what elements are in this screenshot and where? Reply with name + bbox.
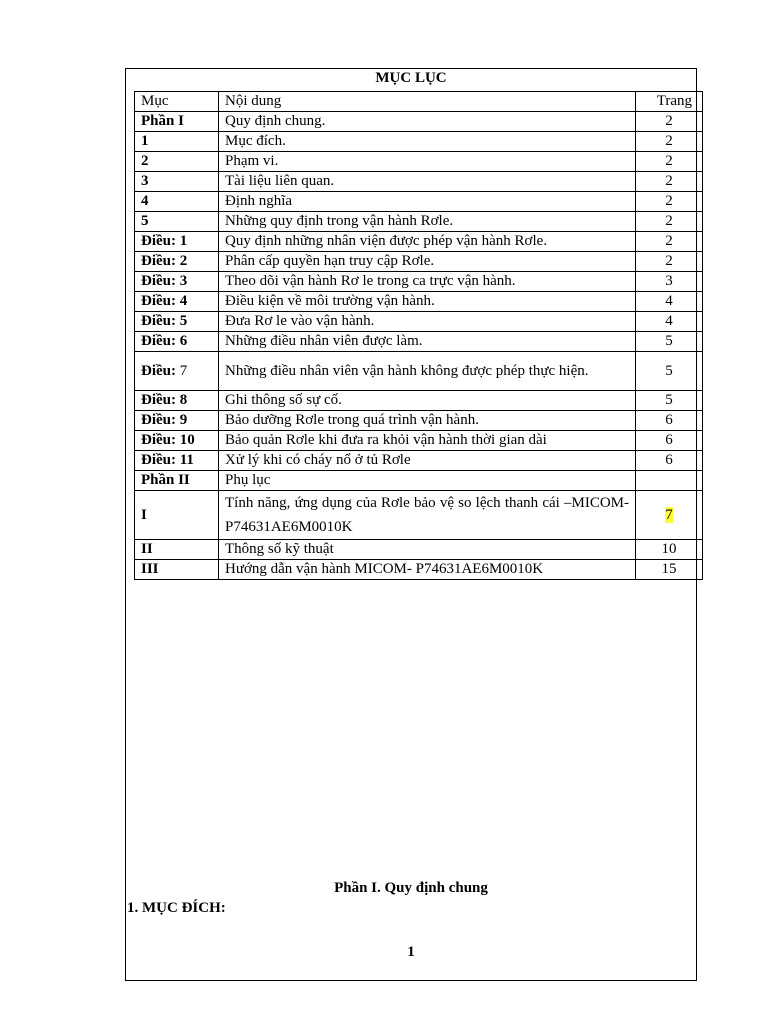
toc-item-number: 7 [179,362,188,379]
toc-content: Ghi thông số sự cố. [219,391,636,411]
toc-row [135,332,703,352]
toc-page: 2 [636,132,703,152]
toc-page: 2 [636,212,703,232]
toc-content: Thông số kỹ thuật [219,540,636,560]
toc-row [135,192,703,212]
toc-content: Bảo dưỡng Rơle trong quá trình vận hành. [219,411,636,431]
toc-item: III [135,560,219,580]
toc-content: Những điều nhân viên được làm. [219,332,636,352]
toc-item: 1 [135,132,219,152]
toc-row [135,152,703,172]
toc-page: 5 [636,391,703,411]
toc-content: Tính năng, ứng dụng của Rơle bảo vệ so lệch thanh cái –MICOM- P74631AE6M0010K [219,491,636,540]
toc-row [135,431,703,451]
header-page: Trang [636,92,703,112]
toc-item: 3 [135,172,219,192]
toc-row [135,252,703,272]
header-content: Nội dung [219,92,636,112]
toc-row [135,292,703,312]
toc-content: Quy định chung. [219,112,636,132]
toc-row [135,172,703,192]
toc-item: I [135,491,219,540]
toc-page: 6 [636,411,703,431]
toc-row [135,391,703,411]
toc-page: 6 [636,431,703,451]
toc-content: Điều kiện về môi trường vận hành. [219,292,636,312]
toc-row [135,352,703,391]
toc-content: Những quy định trong vận hành Rơle. [219,212,636,232]
toc-table [134,91,703,580]
toc-item: Điều: 1 [135,232,219,252]
toc-content: Mục đích. [219,132,636,152]
toc-item: II [135,540,219,560]
toc-page: 5 [636,352,703,391]
toc-content: Những điều nhân viên vận hành không được phép thực hiện. [219,352,636,391]
toc-item: Điều: 4 [135,292,219,312]
toc-item [135,352,219,391]
toc-item: Điều: 9 [135,411,219,431]
page-number: 1 [407,944,415,960]
toc-page: 2 [636,192,703,212]
section-subheading: 1. MỤC ĐÍCH: [127,900,226,916]
section-title: Phần I. Quy định chung [334,880,488,896]
toc-page: 6 [636,451,703,471]
header-item: Mục [135,92,219,112]
toc-content: Bảo quản Rơle khi đưa ra khỏi vận hành thời gian dài [219,431,636,451]
toc-page: 2 [636,152,703,172]
toc-row [135,411,703,431]
toc-page: 4 [636,292,703,312]
toc-content: Tài liệu liên quan. [219,172,636,192]
toc-row [135,272,703,292]
toc-row [135,491,703,540]
toc-page [636,491,703,540]
toc-content: Định nghĩa [219,192,636,212]
toc-item: Điều: 5 [135,312,219,332]
toc-row [135,132,703,152]
toc-row [135,540,703,560]
toc-page: 15 [636,560,703,580]
toc-page: 3 [636,272,703,292]
toc-content: Xử lý khi có cháy nổ ở tủ Rơle [219,451,636,471]
toc-row [135,560,703,580]
toc-row [135,232,703,252]
toc-content: Hướng dẫn vận hành MICOM- P74631AE6M0010K [219,560,636,580]
toc-page: 5 [636,332,703,352]
toc-item: Phần II [135,471,219,491]
toc-item: Điều: 3 [135,272,219,292]
toc-item: 5 [135,212,219,232]
toc-header-row [135,92,703,112]
toc-page: 10 [636,540,703,560]
toc-item: Điều: 2 [135,252,219,272]
toc-item: 2 [135,152,219,172]
toc-content: Đưa Rơ le vào vận hành. [219,312,636,332]
toc-row [135,312,703,332]
toc-item: Phần I [135,112,219,132]
toc-item-label: Điều: [141,362,176,379]
toc-content: Phân cấp quyền hạn truy cập Rơle. [219,252,636,272]
toc-item: 4 [135,192,219,212]
toc-page: 2 [636,232,703,252]
toc-page-highlight: 7 [665,506,673,523]
toc-page: 2 [636,112,703,132]
toc-page: 2 [636,252,703,272]
toc-title: MỤC LỤC [375,70,447,86]
toc-row [135,112,703,132]
toc-item: Điều: 8 [135,391,219,411]
toc-item: Điều: 6 [135,332,219,352]
toc-row [135,212,703,232]
toc-content: Quy định những nhân viện được phép vận hành Rơle. [219,232,636,252]
toc-page [636,471,703,491]
toc-content: Theo dõi vận hành Rơ le trong ca trực vận hành. [219,272,636,292]
toc-page: 2 [636,172,703,192]
toc-item: Điều: 10 [135,431,219,451]
toc-row [135,451,703,471]
toc-content: Phạm vi. [219,152,636,172]
toc-content: Phụ lục [219,471,636,491]
toc-page: 4 [636,312,703,332]
toc-item: Điều: 11 [135,451,219,471]
toc-row [135,471,703,491]
